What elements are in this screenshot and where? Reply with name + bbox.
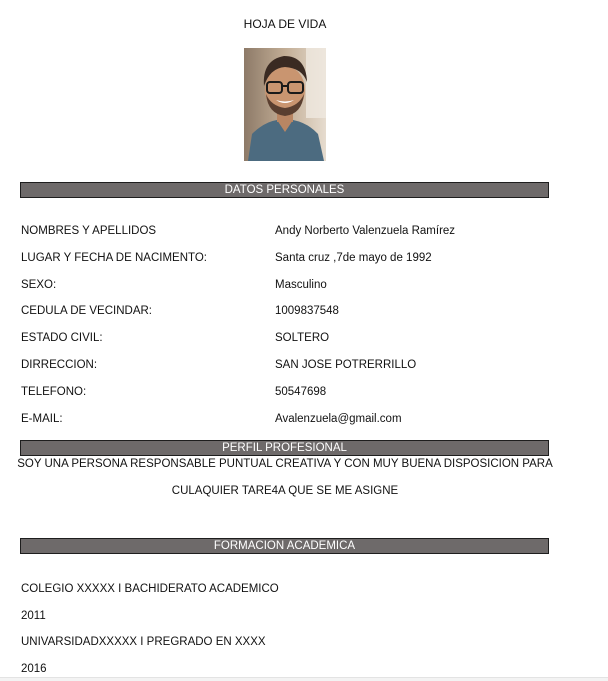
section-header-perfil-profesional: PERFIL PROFESIONAL [20,440,549,456]
education-year-2: 2016 [21,663,47,675]
education-year-1: 2011 [21,610,46,622]
label-cedula: CEDULA DE VECINDAR: [21,305,153,317]
profile-text-line-2: CULAQUIER TARE4A QUE SE ME ASIGNE [171,485,399,497]
value-cedula: 1009837548 [275,305,339,317]
profile-text-line-1: SOY UNA PERSONA RESPONSABLE PUNTUAL CREATIVA Y CON MUY BUENA DISPOSICION PARA [17,458,553,470]
label-sexo: SEXO: [21,279,57,291]
education-item-1: COLEGIO XXXXX I BACHIDERATO ACADEMICO [21,583,279,595]
value-sexo: Masculino [275,279,327,291]
value-telefono: 50547698 [275,386,327,398]
section-header-formacion-academica: FORMACION ACADEMICA [20,538,549,554]
label-lugar-fecha: LUGAR Y FECHA DE NACIMENTO: [21,252,207,264]
profile-photo [244,48,326,161]
label-email: E-MAIL: [21,413,63,425]
value-email: Avalenzuela@gmail.com [275,413,402,425]
label-direccion: DIRRECCION: [21,359,98,371]
label-estado-civil: ESTADO CIVIL: [21,332,103,344]
label-nombres: NOMBRES Y APELLIDOS [21,225,157,237]
person-photo-icon [244,48,326,161]
value-nombres: Andy Norberto Valenzuela Ramírez [275,225,456,237]
education-item-2: UNIVARSIDADXXXXX I PREGRADO EN XXXX [21,636,266,648]
document-title: HOJA DE VIDA [243,17,327,31]
label-telefono: TELEFONO: [21,386,87,398]
value-estado-civil: SOLTERO [275,332,330,344]
page-bottom-edge [0,677,608,681]
value-direccion: SAN JOSE POTRERRILLO [275,359,417,371]
section-header-datos-personales: DATOS PERSONALES [20,182,549,198]
value-lugar-fecha: Santa cruz ,7de mayo de 1992 [275,252,432,264]
